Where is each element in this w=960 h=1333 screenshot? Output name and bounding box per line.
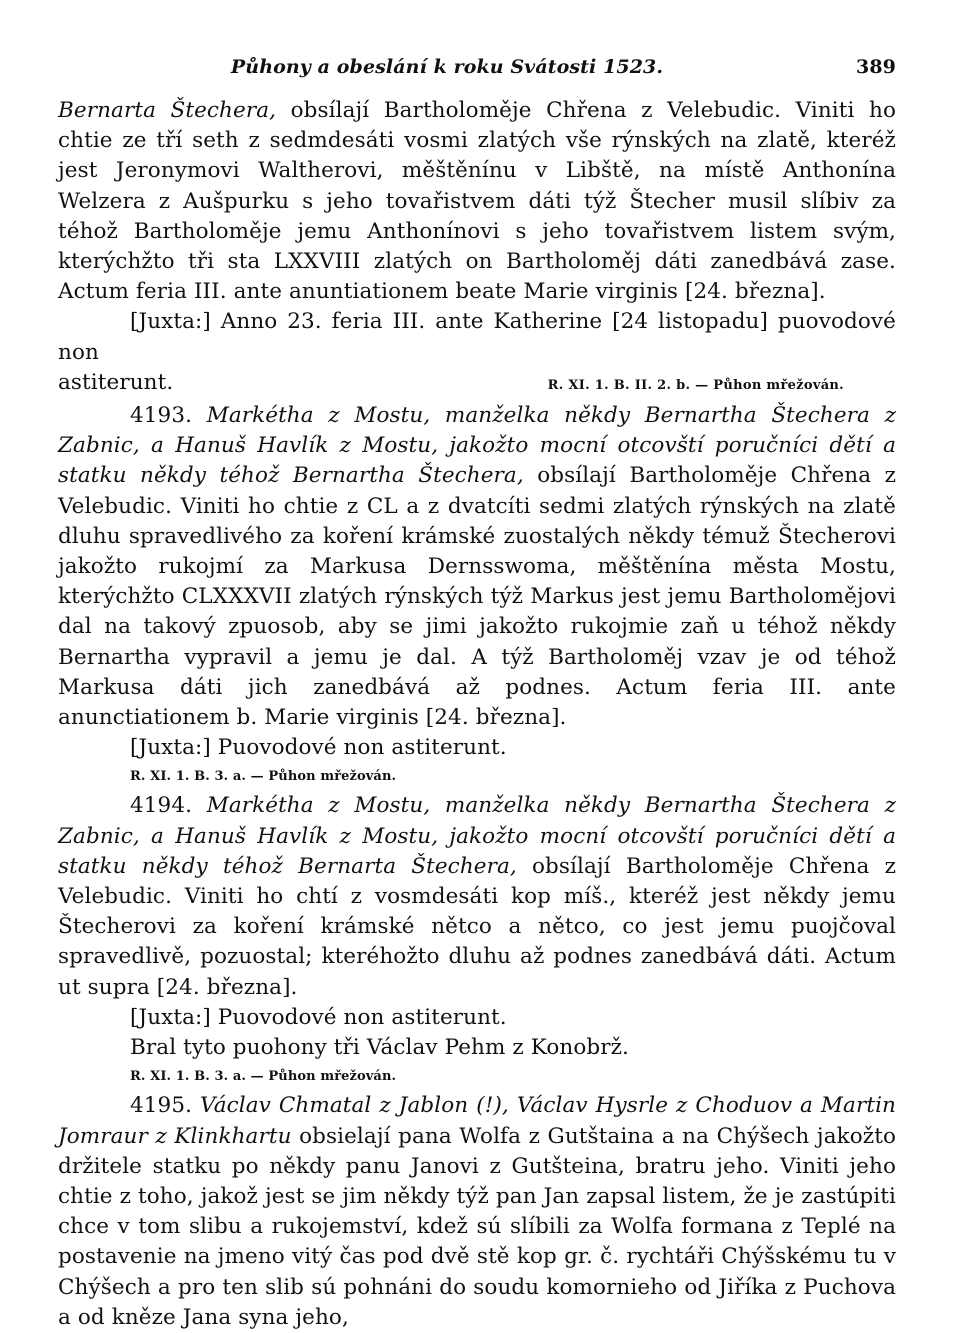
- entry-paragraph: [58, 401, 896, 733]
- entry-number: 4193.: [130, 403, 193, 429]
- entry-number: 4194.: [130, 793, 193, 819]
- entry-paragraph: [58, 791, 896, 1002]
- document-page: [58, 50, 897, 1330]
- entry-text: obsílají Bartholoměje Chřena z Velebudic. Viniti ho chtie ze tří seth z sedmdesáti vosmi zlatých vše rýnských na zlatě, kteréž jest Jeronymovi Waltherovi, měštěnínu v Libště, na místě Anthonína Welzera z Aušpurku s jeho tovařistvem dáti týž Štecher musil slíbiv za téhož Bartholoměje jemu Anthonínovi s jeho tovařistvem listem svým, kterýchžto tři sta LXXVIII zlatých on Bartholoměj dáti zanedbává zase. Actum feria III. ante anuntiationem beate Marie virginis [24. března].: [58, 98, 896, 305]
- juxta-note: [Juxta:] Puovodové non astiterunt.: [130, 735, 507, 761]
- page-number: 389: [856, 56, 896, 78]
- entry-names: Markétha z Mostu, manželka někdy Bernartha Štechera z Zabnic, a Hanuš Havlík z Mostu, jakožto mocní otcovští poručníci dětí a statku někdy téhož Bernartha Štechera,: [58, 403, 896, 489]
- archive-signature: R. XI. 1. B. 3. a. — Půhon mřežován.: [130, 769, 397, 785]
- juxta-end: astiterunt.: [58, 369, 174, 395]
- entry-paragraph: [58, 1091, 896, 1333]
- bearer-note: Bral tyto puohony tři Václav Pehm z Konobrž.: [130, 1035, 629, 1061]
- juxta-note: [Juxta:] Puovodové non astiterunt.: [130, 1004, 507, 1030]
- entry-names: Markétha z Mostu, manželka někdy Bernartha Štechera z Zabnic, a Hanuš Havlík z Mostu, jakožto mocní otcovští poručníci dětí a statku někdy téhož Bernarta Štechera,: [58, 793, 896, 879]
- entry-names: Václav Chmatal z Jablon (!), Václav Hysrle z Choduov a Martin Jomraur z Klinkhartu: [58, 1093, 896, 1149]
- entry-text: obsielají pana Wolfa z Gutštaina a na Chýšech jakožto držitele statku po někdy panu Janovi z Gutšteina, bratru jeho. Viniti jeho chtie z toho, jakož jest se jim někdy týž pan Jan zapsal listem, že je zastúpiti chce v tom slibu a rukojemství, kdež sú slíbili za Wolfa formana z Teplé na postavenie na jmeno vitý čas pod dvě stě kop gr. č. rychtáři Chýšskému tu v Chýšech a pro ten slib sú pohnáni do soudu komornieho od Jiříka z Puchova a od kněze Jana syna jeho,: [58, 1123, 896, 1330]
- entry-text: obsílají Bartholoměje Chřena z Velebudic. Viniti ho chtie z CL a z dvatcíti sedmi zlatých rýnských na zlatě dluhu spravedlivého za koření krámské zuostalých někdy témuž Štecherovi jakožto rukojmí za Markusa Dernsswoma, měštěnína města Mostu, kterýchžto CLXXXVII zlatých rýnských týž Markus jest jemu Bartholomějovi dal na takový zpuosob, aby se jimi jakožto rukojmie zaň u téhož někdy Bernartha vypravil a jemu je dal. A týž Bartholoměj vzav je od téhož Markusa dáti jich zanedbává až podnes. Actum feria III. ante anunctiationem b. Marie virginis [24. března].: [58, 463, 897, 731]
- entry-paragraph: [58, 96, 896, 307]
- juxta-end-row: [58, 368, 896, 401]
- running-title: Půhony a obeslání k roku Svátosti 1523.: [230, 56, 664, 78]
- page-header: [58, 50, 896, 84]
- archive-signature: R. XI. 1. B. 3. a. — Půhon mřežován.: [130, 1069, 397, 1085]
- archive-signature: R. XI. 1. B. II. 2. b. — Půhon mřežován.: [547, 377, 844, 393]
- entry-number: 4195.: [130, 1093, 193, 1119]
- entry-text: obsílají Bartholoměje Chřena z Velebudic. Viniti ho chtí z vosmdesáti kop míš., kteréž jest někdy jemu Štecherovi za koření krámské nětco a nětco, co jest jemu puojčoval spravedlivě, pozuostal; kteréhožto dluhu až podnes zanedbává dáti. Actum ut supra [24. března].: [58, 853, 897, 1000]
- entry-names: Bernarta Štechera,: [58, 98, 277, 123]
- juxta-note: [Juxta:] Anno 23. feria III. ante Katherine [24 listopadu] puovodové non: [58, 309, 896, 365]
